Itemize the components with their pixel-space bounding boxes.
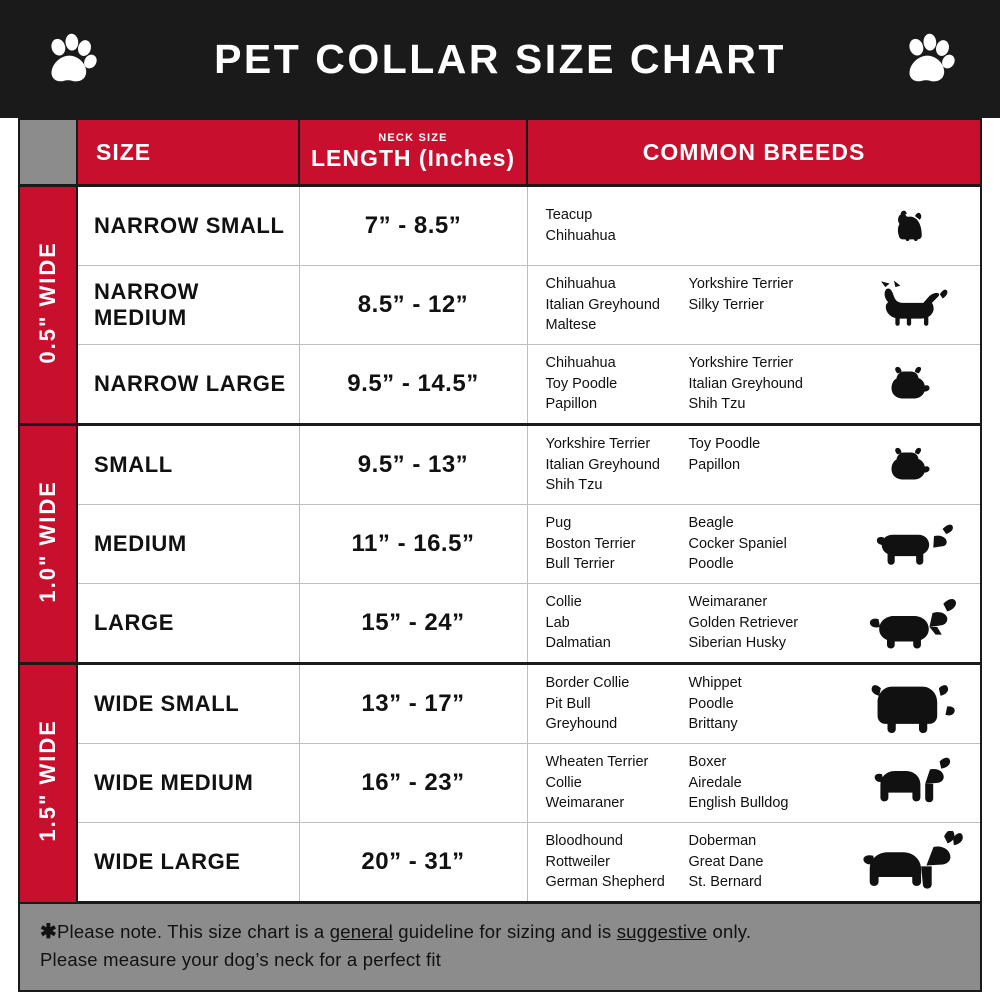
size-table [18,118,982,904]
chihuahua-dog-icon [858,274,970,336]
breed-item: Lab [545,614,570,631]
breed-column [546,752,689,814]
breed-item: Collie [545,774,582,791]
breed-item: Silky Terrier [688,296,764,313]
breed-item: Border Collie [545,675,630,692]
breed-item: Golden Retriever [688,614,799,631]
common-breeds-cell [527,823,981,903]
papillon-dog-icon [858,434,970,496]
breed-item: St. Bernard [688,874,762,891]
size-table-wrapper [0,118,1000,904]
common-breeds-cell [527,744,981,823]
size-name-cell: NARROW MEDIUM [77,266,299,345]
breed-item: Teacup [545,207,593,224]
breed-item: Greyhound [545,716,618,733]
footer-emphasis-suggestive: suggestive [616,921,708,942]
breed-item: Wheaten Terrier [545,754,649,771]
breed-item: Toy Poodle [545,375,618,392]
footer-text-c: only. [707,921,752,942]
common-breeds-cell [527,584,981,664]
neck-length-cell: 11” - 16.5” [299,505,527,584]
beagle-dog-icon [858,513,970,575]
width-group-cell [19,664,77,903]
breed-item: Yorkshire Terrier [545,436,651,453]
neck-length-cell: 16” - 23” [299,744,527,823]
breed-item: English Bulldog [688,795,789,812]
breed-item: Bloodhound [545,833,623,850]
breed-item: Boston Terrier [545,535,636,552]
breed-column [546,205,689,246]
paw-icon [902,32,956,86]
breed-item: Beagle [688,515,734,532]
breed-item: Brittany [688,716,738,733]
breed-item: Weimaraner [688,594,768,611]
breed-item: Dalmatian [545,635,611,652]
common-breeds-cell [527,266,981,345]
breed-item: Italian Greyhound [545,456,660,473]
doberman-dog-icon [858,831,970,893]
table-row [19,664,981,744]
size-name-cell: NARROW SMALL [77,186,299,266]
breed-item: Siberian Husky [688,635,787,652]
size-name-cell: LARGE [77,584,299,664]
neck-length-cell: 9.5” - 13” [299,425,527,505]
breed-column [689,353,832,415]
neck-length-cell: 20” - 31” [299,823,527,903]
breed-column [546,434,689,496]
breed-column [689,513,832,575]
neck-length-cell: 13” - 17” [299,664,527,744]
breed-item: Whippet [688,675,742,692]
bulldog-dog-icon [858,673,970,735]
footer-text-b: guideline for sizing and is [392,921,617,942]
page-title: PET COLLAR SIZE CHART [214,35,786,82]
breed-item: Yorkshire Terrier [688,276,794,293]
breed-item: Shih Tzu [688,396,746,413]
breed-column [546,831,689,893]
papillon-dog-icon [858,353,970,415]
footer-text-a: Please note. This size chart is a [56,921,330,942]
size-name-cell: NARROW LARGE [77,345,299,425]
breed-column [546,592,689,654]
common-breeds-cell [527,186,981,266]
header-size: SIZE [77,119,299,186]
neck-length-cell: 7” - 8.5” [299,186,527,266]
common-breeds-cell [527,505,981,584]
breed-column [546,513,689,575]
width-group-label: 1.0" WIDE [35,480,60,603]
table-row [19,744,981,823]
size-name-cell: SMALL [77,425,299,505]
table-row [19,186,981,266]
neck-length-cell: 15” - 24” [299,584,527,664]
breed-item: Poodle [688,695,734,712]
breed-item: Papillon [688,456,741,473]
footer-line-2: Please measure your dog’s neck for a perfect fit [40,949,442,970]
neck-length-cell: 9.5” - 14.5” [299,345,527,425]
header-neck-size-note: NECK SIZE [378,131,448,144]
breed-item: Toy Poodle [688,436,761,453]
breed-item: Papillon [545,396,598,413]
breed-item: Italian Greyhound [545,296,660,313]
breed-column [546,673,689,735]
breed-item: Poodle [688,556,734,573]
table-row [19,425,981,505]
breed-item: Airedale [688,774,742,791]
common-breeds-cell [527,345,981,425]
boxer-dog-icon [858,752,970,814]
breed-column [689,752,832,814]
common-breeds-cell [527,664,981,744]
breed-column [546,274,689,336]
size-name-cell: WIDE SMALL [77,664,299,744]
paw-icon [44,32,98,86]
header-common-breeds: COMMON BREEDS [527,119,981,186]
neck-length-cell: 8.5” - 12” [299,266,527,345]
footer-emphasis-general: general [329,921,393,942]
size-name-cell: WIDE LARGE [77,823,299,903]
breed-item: Bull Terrier [545,556,615,573]
retriever-dog-icon [858,592,970,654]
table-row [19,345,981,425]
breed-item: Collie [545,594,582,611]
width-group-cell [19,425,77,664]
yorkie-dog-icon [858,195,970,257]
asterisk-icon: ✱ [40,921,57,943]
width-group-label: 0.5" WIDE [35,241,60,364]
breed-item: Great Dane [688,853,764,870]
size-name-cell: MEDIUM [77,505,299,584]
breed-column [546,353,689,415]
chart-header [0,0,1000,118]
size-name-cell: WIDE MEDIUM [77,744,299,823]
breed-item: Italian Greyhound [688,375,803,392]
breed-item: Boxer [688,754,727,771]
table-row [19,266,981,345]
table-header-row [19,119,981,186]
common-breeds-cell [527,425,981,505]
breed-item: Chihuahua [545,228,616,244]
table-body [19,186,981,903]
breed-item: Shih Tzu [545,477,603,494]
width-group-cell [19,186,77,425]
footer-line-1 [40,918,960,947]
breed-item: Pit Bull [545,695,591,712]
breed-column [689,434,832,496]
table-row [19,584,981,664]
breed-item: Chihuahua [545,276,616,293]
breed-item: Chihuahua [545,355,616,372]
footer-note [18,904,982,992]
header-blank-cell [19,119,77,186]
breed-column [689,274,832,336]
table-row [19,505,981,584]
breed-item: Yorkshire Terrier [688,355,794,372]
table-row [19,823,981,903]
breed-item: Doberman [688,833,757,850]
breed-item: Rottweiler [545,853,610,870]
header-length [299,119,527,186]
breed-column [689,205,832,246]
breed-column [689,592,832,654]
breed-item: Weimaraner [545,795,625,812]
breed-column [689,831,832,893]
breed-item: German Shepherd [545,874,665,891]
breed-item: Pug [545,515,572,532]
breed-column [689,673,832,735]
header-length-label: LENGTH (Inches) [310,144,516,171]
breed-item: Maltese [545,317,597,334]
breed-item: Cocker Spaniel [688,535,787,552]
width-group-label: 1.5" WIDE [35,719,60,843]
